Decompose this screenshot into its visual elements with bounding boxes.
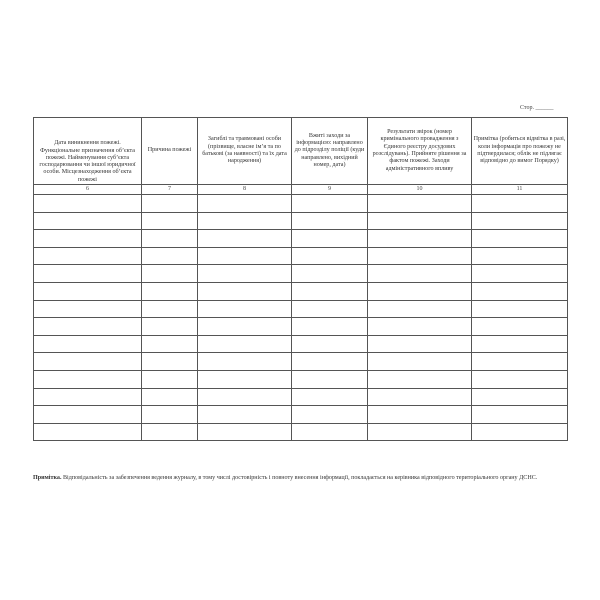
table-cell <box>142 230 198 248</box>
table-cell <box>198 335 292 353</box>
table-cell <box>292 353 368 371</box>
table-cell <box>368 212 472 230</box>
page-number-label: Стор. ______ <box>520 105 554 111</box>
table-cell <box>142 353 198 371</box>
column-number: 7 <box>142 185 198 195</box>
table-cell <box>142 195 198 213</box>
table-cell <box>34 265 142 283</box>
footnote-label: Примітка. <box>33 475 62 481</box>
table-cell <box>142 335 198 353</box>
column-number: 10 <box>368 185 472 195</box>
table-cell <box>368 406 472 424</box>
table-cell <box>292 265 368 283</box>
header-row <box>34 118 568 185</box>
table-cell <box>292 370 368 388</box>
table-cell <box>292 300 368 318</box>
table-row <box>34 247 568 265</box>
table-cell <box>472 195 568 213</box>
table-cell <box>142 265 198 283</box>
footnote <box>33 474 567 483</box>
column-header-cause: Причина пожежі <box>142 118 198 185</box>
table-cell <box>198 230 292 248</box>
table-cell <box>292 230 368 248</box>
table-cell <box>292 318 368 336</box>
table-cell <box>368 388 472 406</box>
table-cell <box>292 406 368 424</box>
table-cell <box>198 388 292 406</box>
table-cell <box>142 212 198 230</box>
table-cell <box>198 212 292 230</box>
table-cell <box>34 195 142 213</box>
table-cell <box>142 300 198 318</box>
footnote-text: Відповідальність за забезпечення ведення журналу, в тому числі достовірність і повноту внесення інформації, покладається на керівника відповідного територіального органу ДСНС. <box>61 475 538 481</box>
table-row <box>34 212 568 230</box>
table-cell <box>472 423 568 441</box>
table-row <box>34 318 568 336</box>
table-cell <box>368 195 472 213</box>
table-cell <box>472 212 568 230</box>
table-cell <box>198 406 292 424</box>
table-row <box>34 388 568 406</box>
table-cell <box>34 230 142 248</box>
table-row <box>34 335 568 353</box>
column-header-measures: Вжиті заходи за інформацією: направлено до підрозділу поліції (куди направлено, вихідний номер, дата) <box>292 118 368 185</box>
table-cell <box>198 353 292 371</box>
table-cell <box>198 265 292 283</box>
column-number-row <box>34 185 568 195</box>
column-number: 11 <box>472 185 568 195</box>
table-cell <box>472 265 568 283</box>
table-cell <box>292 212 368 230</box>
table-cell <box>292 247 368 265</box>
table-row <box>34 370 568 388</box>
table-body <box>34 195 568 441</box>
table-cell <box>368 300 472 318</box>
table-cell <box>368 265 472 283</box>
table-cell <box>34 335 142 353</box>
table-row <box>34 406 568 424</box>
table-row <box>34 230 568 248</box>
table-cell <box>142 318 198 336</box>
table-cell <box>292 282 368 300</box>
table-cell <box>34 423 142 441</box>
table-row <box>34 265 568 283</box>
table-cell <box>472 353 568 371</box>
table-row <box>34 300 568 318</box>
column-header-victims: Загиблі та травмовані особи (прізвище, власне ім’я та по батькові (за наявності) та їх дата народження) <box>198 118 292 185</box>
table-cell <box>142 282 198 300</box>
table-cell <box>472 230 568 248</box>
table-cell <box>34 212 142 230</box>
table-cell <box>34 282 142 300</box>
table-row <box>34 282 568 300</box>
table-cell <box>368 282 472 300</box>
table-cell <box>472 282 568 300</box>
table-cell <box>368 335 472 353</box>
column-header-verification: Результати звірок (номер кримінального провадження з Єдиного реєстру досудових розслідувань). Прийняте рішення за фактом пожежі. Заходи адміністративного впливу <box>368 118 472 185</box>
table-row <box>34 423 568 441</box>
table-cell <box>472 335 568 353</box>
column-header-remark: Примітка (робиться відмітка в разі, коли інформація про пожежу не підтвердилася; облік не підлягає відповідно до вимог Порядку) <box>472 118 568 185</box>
column-number: 6 <box>34 185 142 195</box>
table-cell <box>198 247 292 265</box>
table-cell <box>142 423 198 441</box>
table-cell <box>34 370 142 388</box>
table-cell <box>368 370 472 388</box>
table-cell <box>292 195 368 213</box>
journal-table <box>33 117 568 441</box>
table-cell <box>198 318 292 336</box>
table-cell <box>368 353 472 371</box>
table-cell <box>368 423 472 441</box>
table-cell <box>198 300 292 318</box>
column-number: 8 <box>198 185 292 195</box>
table-cell <box>368 318 472 336</box>
table-cell <box>34 406 142 424</box>
table-cell <box>368 247 472 265</box>
table-cell <box>472 388 568 406</box>
table-cell <box>34 318 142 336</box>
table-cell <box>142 247 198 265</box>
table-cell <box>292 335 368 353</box>
table-row <box>34 195 568 213</box>
table-cell <box>198 195 292 213</box>
table-cell <box>472 318 568 336</box>
table-cell <box>34 353 142 371</box>
table-cell <box>142 406 198 424</box>
table-cell <box>34 300 142 318</box>
table-cell <box>472 370 568 388</box>
table-cell <box>142 388 198 406</box>
column-header-date-object: Дата виникнення пожежі. Функціональне призначення об’єкта пожежі. Найменування суб’єкта господарювання чи іншої юридичної особи. Місцезнаходження об’єкта пожежі <box>34 118 142 185</box>
table-cell <box>198 423 292 441</box>
table-cell <box>198 370 292 388</box>
table-cell <box>142 370 198 388</box>
column-number: 9 <box>292 185 368 195</box>
table-cell <box>472 406 568 424</box>
table-cell <box>472 300 568 318</box>
table-row <box>34 353 568 371</box>
table-cell <box>198 282 292 300</box>
table-cell <box>34 388 142 406</box>
table-cell <box>292 423 368 441</box>
table-cell <box>34 247 142 265</box>
table-cell <box>368 230 472 248</box>
table-cell <box>292 388 368 406</box>
table-cell <box>472 247 568 265</box>
